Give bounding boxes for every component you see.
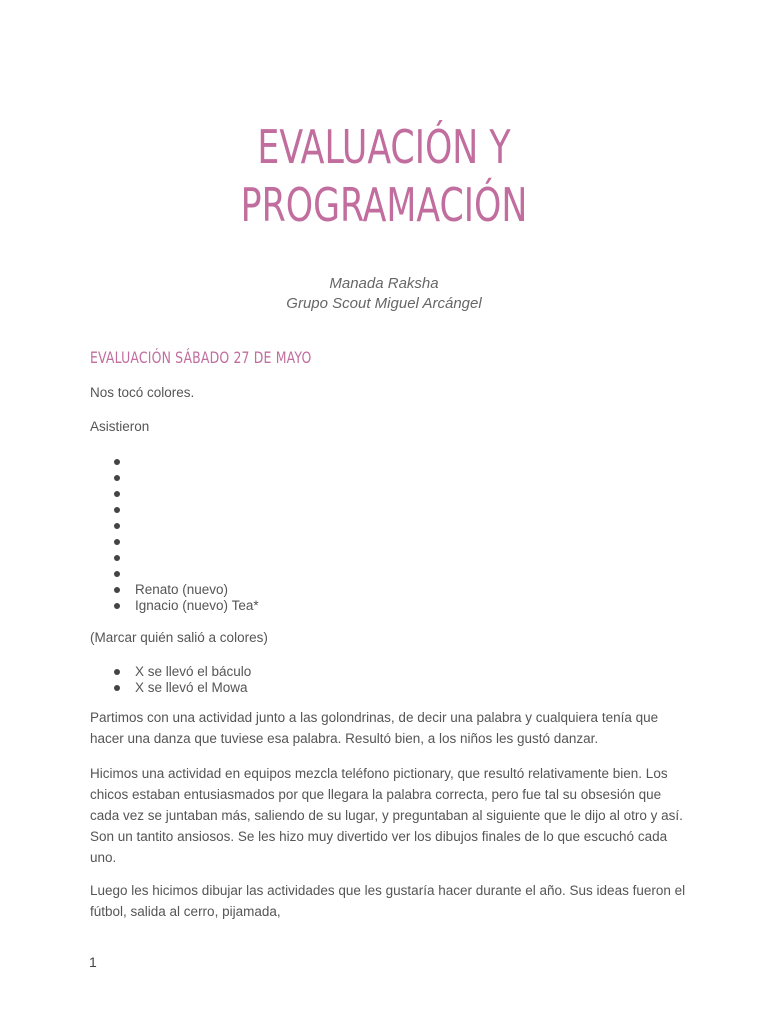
list-item — [90, 470, 259, 486]
list-item — [90, 502, 259, 518]
section-heading: EVALUACIÓN SÁBADO 27 DE MAYO — [90, 348, 312, 367]
page-number: 1 — [89, 954, 97, 970]
list-item: X se llevó el báculo — [90, 664, 251, 680]
title-line-2: PROGRAMACIÓN — [240, 178, 528, 232]
list-item — [90, 566, 259, 582]
list-item: X se llevó el Mowa — [90, 680, 251, 696]
attendees-list — [90, 454, 259, 614]
list-item — [90, 486, 259, 502]
intro-paragraph: Nos tocó colores. — [90, 385, 195, 400]
subtitle — [0, 274, 768, 314]
list-item: Renato (nuevo) — [90, 582, 259, 598]
note-paragraph: (Marcar quién salió a colores) — [90, 630, 268, 645]
list-item — [90, 534, 259, 550]
list-item — [90, 518, 259, 534]
title-line-1: EVALUACIÓN Y — [257, 120, 511, 174]
paragraph-3: Luego les hicimos dibujar las actividades que les gustaría hacer durante el año. Sus ideas fueron el fútbol, salida al cerro, pijamada, — [90, 883, 686, 919]
paragraph-1: Partimos con una actividad junto a las golondrinas, de decir una palabra y cualquiera tenía que hacer una danza que tuviese esa palabra. Resultó bien, a los niños les gustó danzar. — [90, 710, 659, 746]
subtitle-line-1: Manada Raksha — [329, 275, 439, 292]
document-title — [61, 118, 706, 234]
paragraph-2: Hicimos una actividad en equipos mezcla teléfono pictionary, que resultó relativamente bien. Los chicos estaban entusiasmados por que llegara la palabra correcta, pero fue tal su obsesión que cada vez se juntaban más, saliendo de su lugar, y preguntaban al siguiente que le dijo al otro y así. Son un tantito ansiosos. Se les hizo muy divertido ver los dibujos finales de lo que escuchó cada uno. — [90, 766, 683, 865]
attendance-label: Asistieron — [90, 419, 150, 434]
list-item — [90, 550, 259, 566]
list-item — [90, 454, 259, 470]
awards-list — [90, 664, 251, 696]
subtitle-line-2: Grupo Scout Miguel Arcángel — [286, 295, 482, 312]
list-item: Ignacio (nuevo) Tea* — [90, 598, 259, 614]
